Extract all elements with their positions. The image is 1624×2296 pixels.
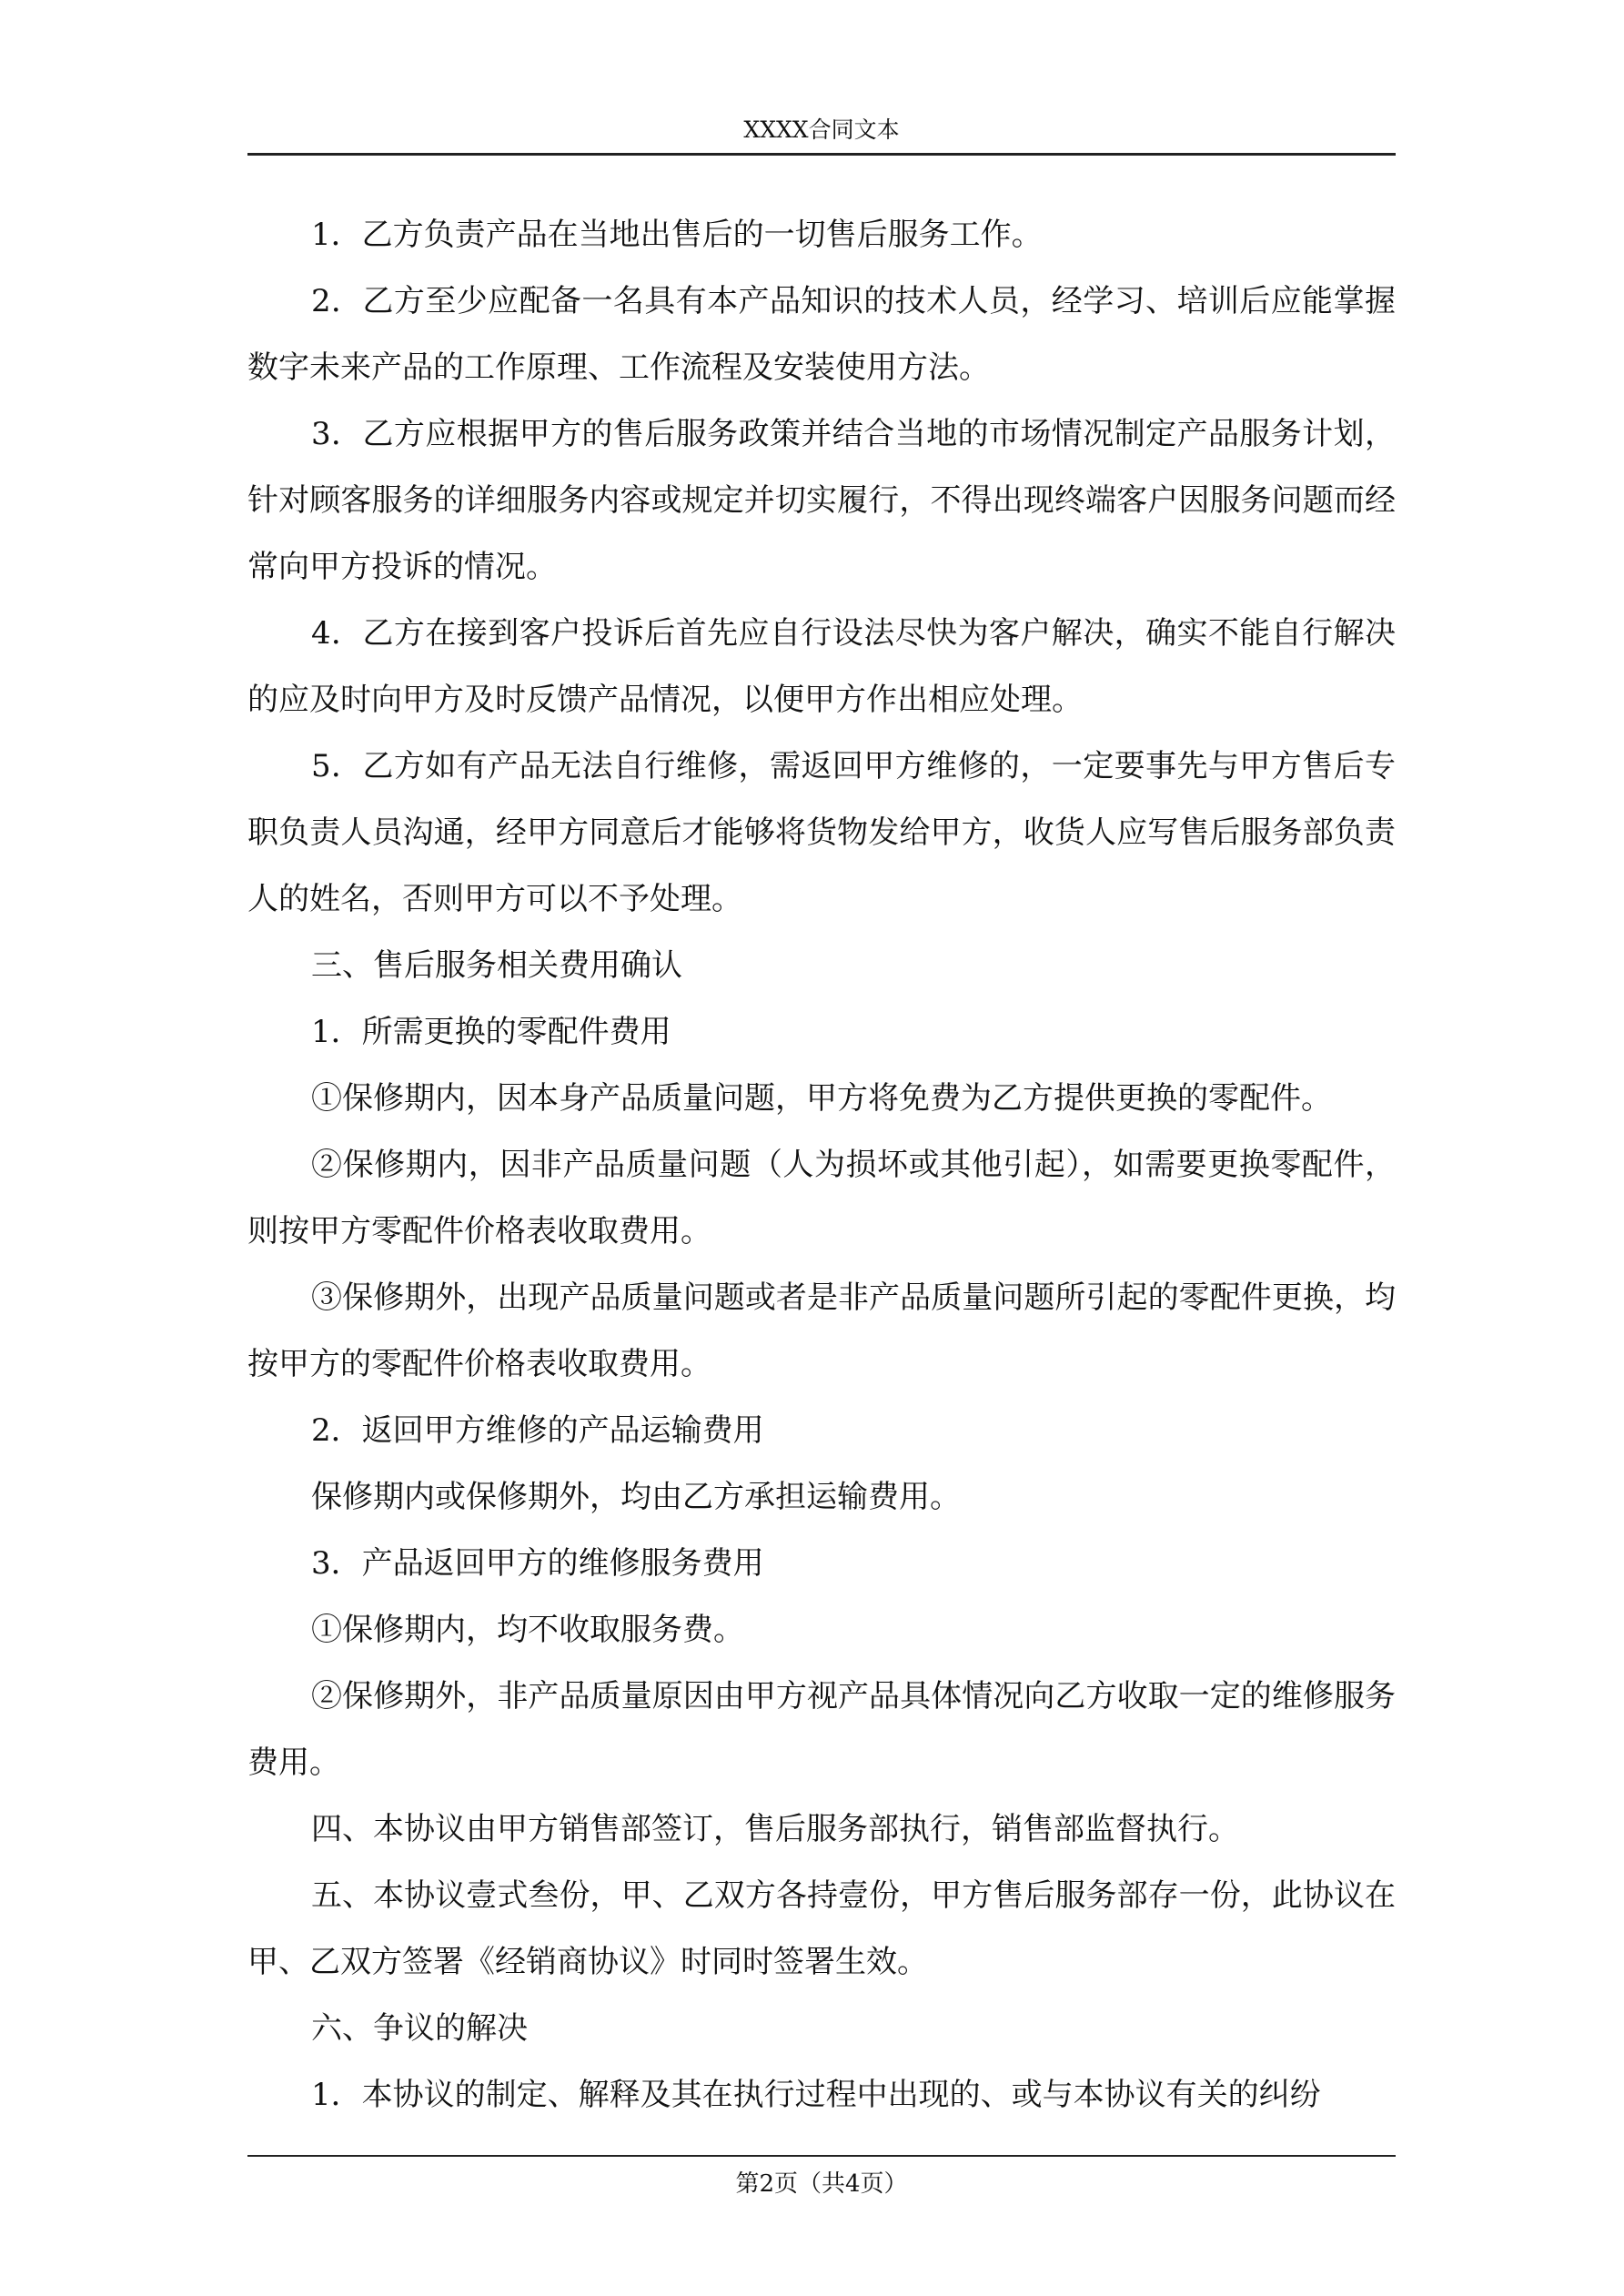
paragraph-service-out-warranty: ②保修期外，非产品质量原因由甲方视产品具体情况向乙方收取一定的维修服务费用。 — [247, 1678, 1396, 1781]
section-heading-4: 四、本协议由甲方销售部签订，售后服务部执行，销售部监督执行。 — [311, 1811, 1239, 1847]
paragraph-parts-in-warranty: ①保修期内，因本身产品质量问题，甲方将免费为乙方提供更换的零配件。 — [311, 1080, 1332, 1117]
document-body — [247, 202, 1396, 2129]
paragraph-parts-non-quality: ②保修期内，因非产品质量问题（人为损坏或其他引起），如需要更换零配件，则按甲方零配件价格表收取费用。 — [247, 1147, 1396, 1249]
section-heading-5: 五、本协议壹式叁份，甲、乙双方各持壹份，甲方售后服务部存一份，此协议在甲、乙双方签署《经销商协议》时同时签署生效。 — [247, 1877, 1396, 1980]
subheading-service-fee: 3．产品返回甲方的维修服务费用 — [311, 1545, 764, 1582]
paragraph-parts-out-warranty: ③保修期外，出现产品质量问题或者是非产品质量问题所引起的零配件更换，均按甲方的零配件价格表收取费用。 — [247, 1279, 1396, 1382]
section-heading-6: 六、争议的解决 — [311, 2010, 528, 2047]
page-number: 第2页（共4页） — [735, 2170, 908, 2198]
section-heading-3: 三、售后服务相关费用确认 — [311, 947, 682, 984]
document-title: XXXX合同文本 — [743, 116, 900, 143]
paragraph-dispute-1: 1．本协议的制定、解释及其在执行过程中出现的、或与本协议有关的纠纷 — [311, 2077, 1321, 2113]
subheading-transport-fee: 2．返回甲方维修的产品运输费用 — [311, 1412, 764, 1449]
subheading-parts-fee: 1．所需更换的零配件费用 — [311, 1014, 671, 1050]
paragraph-item-1: 1．乙方负责产品在当地出售后的一切售后服务工作。 — [311, 217, 1043, 253]
page-header — [247, 107, 1396, 156]
paragraph-item-2: 2．乙方至少应配备一名具有本产品知识的技术人员，经学习、培训后应能掌握数字未来产品的工作原理、工作流程及安装使用方法。 — [247, 283, 1396, 386]
paragraph-item-3: 3．乙方应根据甲方的售后服务政策并结合当地的市场情况制定产品服务计划，针对顾客服务的详细服务内容或规定并切实履行，不得出现终端客户因服务问题而经常向甲方投诉的情况。 — [247, 416, 1396, 585]
page-footer — [247, 2155, 1396, 2206]
paragraph-item-4: 4．乙方在接到客户投诉后首先应自行设法尽快为客户解决，确实不能自行解决的应及时向甲方及时反馈产品情况，以便甲方作出相应处理。 — [247, 615, 1396, 718]
paragraph-service-in-warranty: ①保修期内，均不收取服务费。 — [311, 1612, 744, 1648]
paragraph-transport-fee: 保修期内或保修期外，均由乙方承担运输费用。 — [311, 1479, 961, 1515]
paragraph-item-5: 5．乙方如有产品无法自行维修，需返回甲方维修的，一定要事先与甲方售后专职负责人员沟通，经甲方同意后才能够将货物发给甲方，收货人应写售后服务部负责人的姓名，否则甲方可以不予处理。 — [247, 748, 1396, 917]
